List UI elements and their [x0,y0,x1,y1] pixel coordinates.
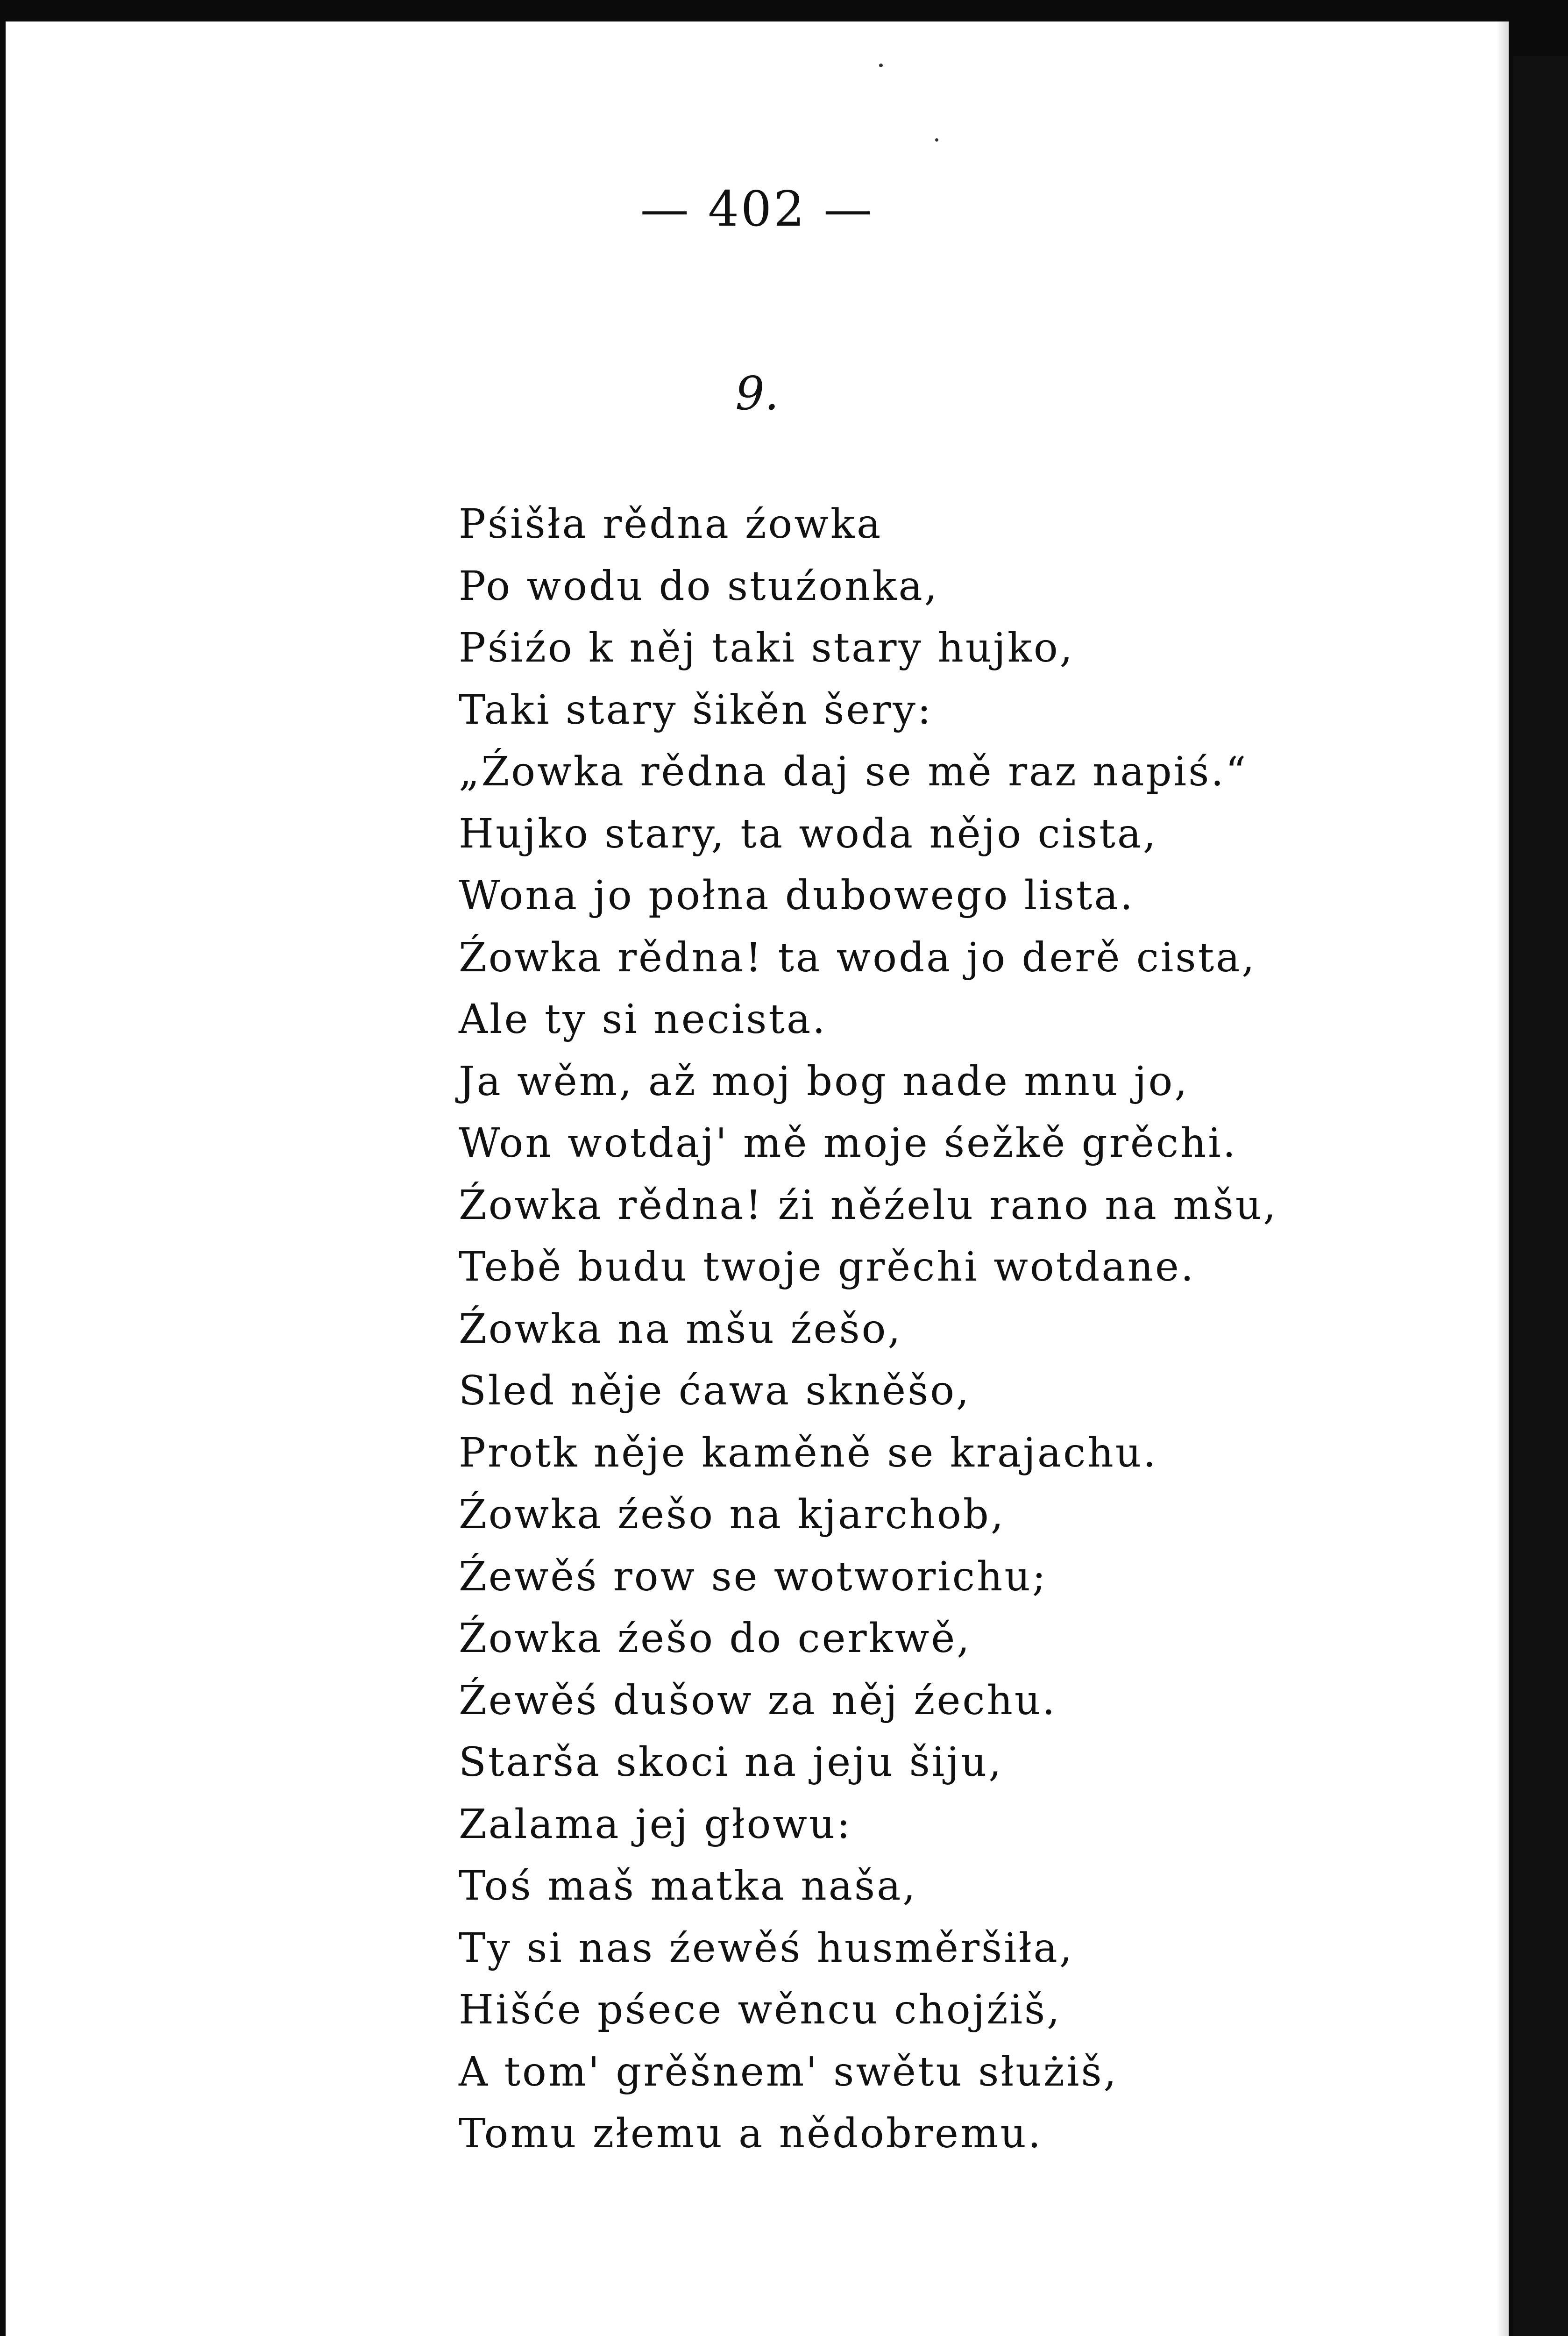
poem-line: Hišće pśece wěncu chojźiš, [459,1987,1062,2033]
poem-line: Ja wěm, až moj bog nade mnu jo, [459,1058,1189,1105]
poem-line: „Źowka rědna daj se mě raz napiś.“ [459,748,1248,795]
paper-speck [879,64,883,67]
poem-line: Tomu złemu a nědobremu. [459,2110,1043,2157]
poem-line: Źowka na mšu źešo, [459,1305,902,1353]
poem-line: A tom' grěšnem' swětu służiš, [459,2048,1118,2095]
poem-line: Źowka rědna! źi něźelu rano na mšu, [459,1182,1278,1229]
poem-line: Pśiźo k něj taki stary hujko, [459,625,1075,671]
poem-line: Sled něje ćawa skněšo, [459,1367,971,1414]
poem-line: Hujko stary, ta woda nějo cista, [459,810,1158,857]
poem-line: Tebě budu twoje grěchi wotdane. [459,1244,1196,1290]
poem-number: 9. [735,367,779,420]
poem-line: Źewěś row se wotworichu; [459,1553,1048,1600]
poem-line: Won wotdaj' mě moje śežkě grěchi. [459,1120,1238,1167]
poem-line: Ale ty si necista. [459,996,827,1043]
poem-line: Toś maš matka naša, [459,1863,917,1909]
paper-speck [935,138,938,142]
poem-line: Starša skoci na jeju šiju, [459,1739,1003,1786]
book-edge [1513,56,1568,2336]
poem-line: Protk něje kaměně se krajachu. [459,1429,1158,1476]
poem-line: Źowka źešo do cerkwě, [459,1615,972,1662]
book-page [6,21,1509,2336]
page-number: — 402 — [640,180,874,237]
poem-line: Pśišła rědna źowka [459,501,883,548]
poem-line: Źewěś dušow za něj źechu. [459,1677,1057,1724]
poem-text [459,493,1278,2165]
poem-line: Zalama jej głowu: [459,1801,852,1848]
poem-line: Po wodu do stuźonka, [459,563,939,610]
poem-line: Źowka źešo na kjarchob, [459,1491,1006,1538]
poem-line: Wona jo połna dubowego lista. [459,872,1135,919]
poem-line: Taki stary šikěn šery: [459,686,933,734]
poem-line: Ty si nas źewěś husměršiła, [459,1924,1074,1972]
poem-line: Źowka rědna! ta woda jo derě cista, [459,934,1256,981]
